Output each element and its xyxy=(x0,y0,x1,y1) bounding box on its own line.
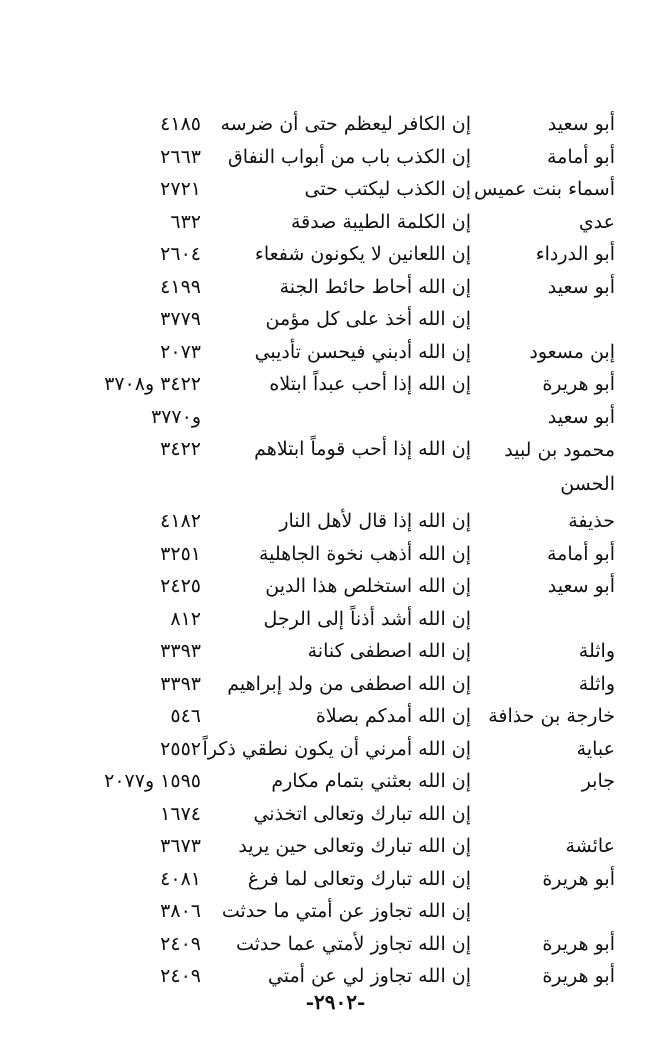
index-row xyxy=(0,238,671,271)
hadith-opening: إن الله بعثني بتمام مكارم xyxy=(271,770,471,792)
index-row xyxy=(0,271,671,304)
hadith-opening: إن الله تبارك وتعالى حين يريد xyxy=(238,835,471,857)
narrator-name: واثلة xyxy=(578,672,615,695)
hadith-number: ٣٢٥١ xyxy=(160,542,201,565)
index-row xyxy=(0,108,671,141)
hadith-opening: إن الله إذا قال لأهل النار xyxy=(279,510,471,532)
index-row xyxy=(0,603,671,636)
hadith-opening: إن الله أدبني فيحسن تأديبي xyxy=(254,340,471,363)
index-row xyxy=(0,700,671,733)
page-number: -٢٩٠٢- xyxy=(305,990,366,1014)
index-row xyxy=(0,668,671,701)
hadith-number: ٢٦٦٣ xyxy=(160,145,201,168)
narrator-name: جابر xyxy=(581,770,615,792)
hadith-number: ٢٦٠٤ xyxy=(160,243,201,265)
hadith-opening: إن الله أذهب نخوة الجاهلية xyxy=(258,542,471,565)
hadith-number: ٣٣٩٣ xyxy=(160,672,201,695)
hadith-opening: إن الله تبارك وتعالى اتخذني xyxy=(253,802,471,825)
hadith-number: ٤١٨٢ xyxy=(160,510,201,532)
index-row xyxy=(0,733,671,766)
hadith-number: ٣٤٢٢ و٣٧٠٨ xyxy=(104,373,201,395)
hadith-number: ٦٣٢ xyxy=(170,210,201,233)
hadith-opening: إن الله اصطفى من ولد إبراهيم xyxy=(227,672,471,695)
index-row xyxy=(0,141,671,174)
hadith-opening: إن الله إذا أحب قوماً ابتلاهم xyxy=(254,438,471,460)
index-row xyxy=(0,863,671,896)
hadith-opening: إن الله أشد أذناً إلى الرجل xyxy=(263,607,471,630)
hadith-number: ٣٨٠٦ xyxy=(160,900,201,922)
hadith-opening: إن الكذب ليكتب حتى xyxy=(304,178,471,200)
narrator-name: أبو سعيد xyxy=(547,575,615,597)
index-row xyxy=(0,798,671,831)
hadith-number: ٤١٩٩ xyxy=(160,275,201,298)
hadith-number: ٢٠٧٣ xyxy=(160,340,201,363)
narrator-name: واثلة xyxy=(578,640,615,662)
narrator-name: عدي xyxy=(578,210,615,233)
hadith-number: ٣٦٧٣ xyxy=(160,835,201,857)
hadith-opening: إن الله تجاوز لي عن أمتي xyxy=(267,965,471,987)
hadith-opening: إن الله أخذ على كل مؤمن xyxy=(265,308,471,330)
narrator-name: خارجة بن حذافة xyxy=(488,705,615,727)
hadith-opening: إن الكافر ليعظم حتى أن ضرسه xyxy=(220,113,471,135)
narrator-name: أسماء بنت عميس xyxy=(474,178,615,200)
narrator-name: عباية xyxy=(576,737,615,760)
hadith-number: ١٦٧٤ xyxy=(160,802,201,825)
hadith-opening: إن الله تبارك وتعالى لما فرغ xyxy=(247,867,471,890)
index-row xyxy=(0,505,671,538)
narrator-name: أبو هريرة xyxy=(542,965,615,987)
narrator-name: عائشة xyxy=(565,835,615,857)
hadith-opening: إن الله استخلص هذا الدين xyxy=(265,575,471,597)
narrator-name: أبو الدرداء xyxy=(535,243,615,265)
hadith-opening: إن الله أحاط حائط الجنة xyxy=(279,275,471,298)
hadith-opening: إن الله اصطفى كنانة xyxy=(307,640,471,662)
narrator-name: محمود بن لبيد الحسن xyxy=(504,439,615,495)
hadith-number: ٢٥٥٢ xyxy=(160,737,201,760)
hadith-number: ٤١٨٥ xyxy=(160,113,201,135)
index-row xyxy=(0,635,671,668)
hadith-opening: إن الله تجاوز عن أمتي ما حدثت xyxy=(221,900,471,922)
narrator-name: حذيفة xyxy=(568,510,615,532)
index-row xyxy=(0,336,671,369)
index-row xyxy=(0,570,671,603)
narrator-name: أبو سعيد xyxy=(547,405,615,428)
index-row xyxy=(0,173,671,206)
hadith-opening: إن اللعانين لا يكونون شفعاء xyxy=(254,243,471,265)
hadith-number: ٢٤٢٥ xyxy=(160,575,201,597)
hadith-number: ٢٤٠٩ xyxy=(160,965,201,987)
narrator-name: أبو أمامة xyxy=(546,145,615,168)
index-row xyxy=(0,765,671,798)
hadith-number: ٥٤٦ xyxy=(170,705,201,727)
index-row xyxy=(0,433,671,505)
hadith-number: و٣٧٧٠ xyxy=(150,405,201,428)
narrator-name: أبو سعيد xyxy=(547,275,615,298)
narrator-name: أبو سعيد xyxy=(547,113,615,135)
index-row xyxy=(0,303,671,336)
hadith-number: ٢٤٠٩ xyxy=(160,932,201,955)
hadith-number: ٣٣٩٣ xyxy=(160,640,201,662)
hadith-number: ٣٧٧٩ xyxy=(160,308,201,330)
hadith-number: ٨١٢ xyxy=(170,607,201,630)
hadith-opening: إن الكلمة الطيبة صدقة xyxy=(290,210,471,233)
index-row xyxy=(0,928,671,961)
hadith-index-table xyxy=(0,108,671,993)
hadith-number: ٤٠٨١ xyxy=(160,867,201,890)
index-row xyxy=(0,960,671,993)
hadith-opening: إن الله أمدكم بصلاة xyxy=(315,705,471,727)
hadith-opening: إن الله تجاوز لأمتي عما حدثت xyxy=(235,932,471,955)
hadith-opening: إن الله أمرني أن يكون نطقي ذكراً xyxy=(202,737,471,760)
hadith-opening: إن الله إذا أحب عبداً ابتلاه xyxy=(269,373,471,395)
hadith-number: ١٥٩٥ و٢٠٧٧ xyxy=(104,770,201,792)
index-row xyxy=(0,401,671,434)
narrator-name: أبو هريرة xyxy=(542,932,615,955)
index-row xyxy=(0,830,671,863)
narrator-name: أبو هريرة xyxy=(542,867,615,890)
index-row xyxy=(0,206,671,239)
narrator-name: إبن مسعود xyxy=(529,340,615,363)
narrator-name: أبو أمامة xyxy=(546,542,615,565)
hadith-opening: إن الكذب باب من أبواب النفاق xyxy=(228,145,471,168)
hadith-number: ٣٤٢٢ xyxy=(160,438,201,460)
index-row xyxy=(0,368,671,401)
narrator-name: أبو هريرة xyxy=(542,373,615,395)
index-row xyxy=(0,895,671,928)
index-row xyxy=(0,538,671,571)
hadith-number: ٢٧٢١ xyxy=(160,178,201,200)
